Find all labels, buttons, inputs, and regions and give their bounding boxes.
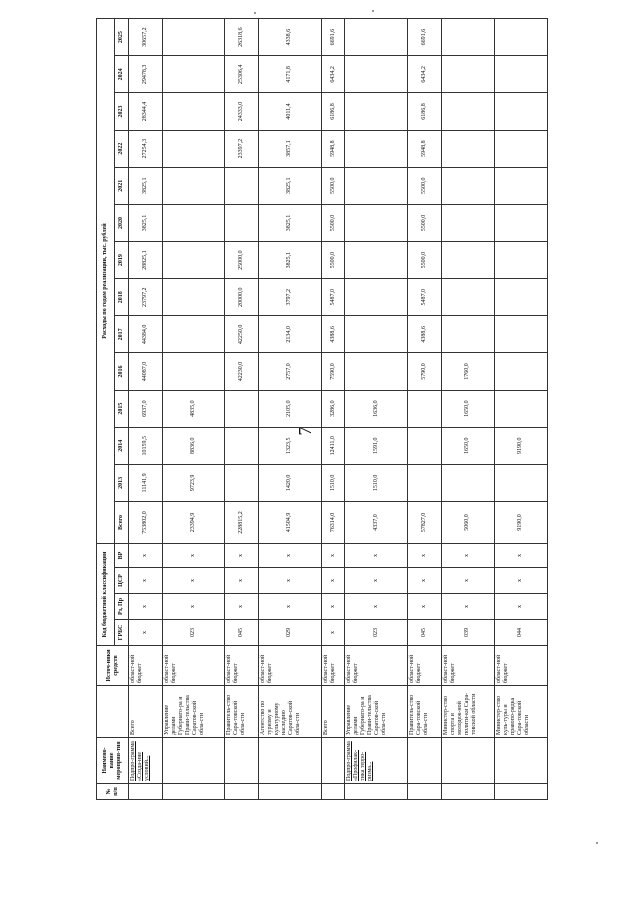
- header-year-col: 2020: [115, 204, 129, 241]
- row-year-value-cell: 5487,0: [321, 279, 345, 316]
- row-year-value-cell: [345, 353, 408, 390]
- row-year-value-cell: 12411,0: [321, 427, 345, 464]
- row-code-cell: x: [225, 543, 259, 567]
- row-code-cell: x: [258, 543, 321, 567]
- page-number: 7: [295, 426, 315, 436]
- row-year-value-cell: [494, 279, 547, 316]
- row-source-cell: област-ной бюджет: [129, 646, 163, 686]
- row-year-value-cell: 4388,6: [321, 316, 345, 353]
- row-year-value-cell: [345, 130, 408, 167]
- row-year-value-cell: 6434,2: [408, 56, 442, 93]
- row-year-value-cell: [345, 167, 408, 204]
- row-code-cell: x: [345, 594, 408, 620]
- row-year-value-cell: 2105,0: [258, 390, 321, 427]
- row-year-value-cell: 5500,0: [408, 242, 442, 279]
- row-year-value-cell: [494, 316, 547, 353]
- row-year-value-cell: 5500,0: [408, 167, 442, 204]
- row-year-value-cell: 30657,2: [129, 19, 163, 56]
- row-num-cell: [321, 784, 345, 800]
- row-code-cell: x: [408, 568, 442, 594]
- row-code-cell: 045: [225, 620, 259, 646]
- table-row: [129, 19, 163, 800]
- row-year-value-cell: [225, 427, 259, 464]
- row-year-value-cell: [162, 353, 225, 390]
- row-code-cell: x: [162, 594, 225, 620]
- row-year-value-cell: [441, 19, 494, 56]
- row-year-value-cell: 29478,3: [129, 56, 163, 93]
- row-year-value-cell: 5487,0: [408, 279, 442, 316]
- row-year-value-cell: [162, 93, 225, 130]
- row-source-cell: област-ной бюджет: [225, 646, 259, 686]
- row-year-value-cell: 6186,8: [321, 93, 345, 130]
- row-year-value-cell: 25000,0: [225, 242, 259, 279]
- row-year-value-cell: [345, 19, 408, 56]
- row-code-cell: 045: [408, 620, 442, 646]
- row-year-value-cell: [345, 279, 408, 316]
- row-year-value-cell: [345, 56, 408, 93]
- row-year-value-cell: 3857,1: [258, 130, 321, 167]
- row-year-value-cell: 4835,0: [162, 390, 225, 427]
- row-code-cell: x: [345, 543, 408, 567]
- row-year-value-cell: [162, 56, 225, 93]
- row-total-cell: 41504,9: [258, 501, 321, 543]
- row-recipient-cell: Всего: [321, 686, 345, 738]
- header-recipient: [97, 686, 129, 738]
- row-year-value-cell: 5500,0: [321, 204, 345, 241]
- row-code-cell: x: [129, 594, 163, 620]
- row-year-value-cell: 3286,0: [321, 390, 345, 427]
- row-year-value-cell: 44087,0: [129, 353, 163, 390]
- row-year-value-cell: 1420,0: [258, 464, 321, 501]
- row-year-value-cell: [345, 242, 408, 279]
- row-name-cell: [162, 738, 225, 784]
- row-year-value-cell: 26318,6: [225, 19, 259, 56]
- row-year-value-cell: [494, 19, 547, 56]
- row-year-value-cell: [494, 390, 547, 427]
- row-recipient-cell: Правитель-ство Сара-товской обла-сти: [408, 686, 442, 738]
- row-code-cell: x: [129, 568, 163, 594]
- table-row: [258, 19, 321, 800]
- row-code-cell: x: [441, 543, 494, 567]
- row-year-value-cell: 1650,0: [441, 390, 494, 427]
- row-num-cell: [258, 784, 321, 800]
- row-source-cell: област-ной бюджет: [441, 646, 494, 686]
- row-name-cell: [225, 738, 259, 784]
- row-code-cell: x: [129, 620, 163, 646]
- row-year-value-cell: 4338,6: [258, 19, 321, 56]
- row-year-value-cell: 4388,6: [408, 316, 442, 353]
- row-year-value-cell: 9190,0: [494, 427, 547, 464]
- row-code-cell: x: [321, 620, 345, 646]
- row-year-value-cell: 3797,2: [258, 279, 321, 316]
- row-year-value-cell: 1650,0: [441, 427, 494, 464]
- row-source-cell: област-ной бюджет: [494, 646, 547, 686]
- row-year-value-cell: [494, 167, 547, 204]
- row-recipient-cell: Правитель-ство Сара-товской обла-сти: [225, 686, 259, 738]
- row-recipient-cell: Всего: [129, 686, 163, 738]
- row-year-value-cell: [441, 167, 494, 204]
- row-year-value-cell: [408, 464, 442, 501]
- row-name-cell: Подпро-грамма «Профилак-тика терро-ризма...: [345, 738, 408, 784]
- row-total-cell: 9190,0: [494, 501, 547, 543]
- row-num-cell: [441, 784, 494, 800]
- row-year-value-cell: 5948,8: [321, 130, 345, 167]
- row-year-value-cell: 4171,8: [258, 56, 321, 93]
- row-source-cell: област-ной бюджет: [162, 646, 225, 686]
- row-total-cell: 4337,0: [345, 501, 408, 543]
- header-year-col: 2016: [115, 353, 129, 390]
- row-year-value-cell: 3825,1: [129, 204, 163, 241]
- header-name: Наимено-вание мероприя-тия: [97, 738, 129, 784]
- row-year-value-cell: 5790,0: [408, 353, 442, 390]
- row-year-value-cell: [441, 130, 494, 167]
- row-year-value-cell: 5500,0: [321, 167, 345, 204]
- row-name-cell: [408, 738, 442, 784]
- header-year-col: 2019: [115, 242, 129, 279]
- row-year-value-cell: [162, 167, 225, 204]
- row-code-cell: x: [162, 568, 225, 594]
- header-year-col: 2014: [115, 427, 129, 464]
- row-year-value-cell: [441, 56, 494, 93]
- row-num-cell: [225, 784, 259, 800]
- header-year-col: 2018: [115, 279, 129, 316]
- row-code-cell: x: [321, 568, 345, 594]
- row-code-cell: x: [494, 568, 547, 594]
- row-year-value-cell: 6937,0: [129, 390, 163, 427]
- scan-speck: [372, 10, 374, 12]
- row-year-value-cell: 3825,1: [129, 167, 163, 204]
- header-code-col: Рз, Пр: [115, 594, 129, 620]
- row-code-cell: 023: [345, 620, 408, 646]
- row-year-value-cell: 8836,0: [162, 427, 225, 464]
- row-year-value-cell: 3825,1: [258, 242, 321, 279]
- row-year-value-cell: [441, 279, 494, 316]
- rotated-table-container: [96, 18, 548, 800]
- row-recipient-cell: Управление делами Губернато-ра и Прави-тельства Саратов-ской обла-сти: [345, 686, 408, 738]
- row-year-value-cell: [441, 316, 494, 353]
- row-total-cell: 76314,0: [321, 501, 345, 543]
- row-year-value-cell: 1323,5: [258, 427, 321, 464]
- row-year-value-cell: [162, 316, 225, 353]
- row-year-value-cell: [162, 242, 225, 279]
- table-row: [225, 19, 259, 800]
- row-year-value-cell: 28825,1: [129, 242, 163, 279]
- row-year-value-cell: [345, 204, 408, 241]
- header-source: Источ-ники средств: [97, 646, 129, 686]
- row-year-value-cell: 20000,0: [225, 279, 259, 316]
- row-year-value-cell: [162, 279, 225, 316]
- row-year-value-cell: [494, 464, 547, 501]
- header-year-col: 2023: [115, 93, 129, 130]
- row-num-cell: [162, 784, 225, 800]
- row-code-cell: x: [345, 568, 408, 594]
- row-year-value-cell: [408, 390, 442, 427]
- row-source-cell: област-ной бюджет: [321, 646, 345, 686]
- row-year-value-cell: 4011,4: [258, 93, 321, 130]
- table-row: [441, 19, 494, 800]
- header-year-col: 2021: [115, 167, 129, 204]
- row-code-cell: x: [129, 543, 163, 567]
- header-total-col: Всего: [115, 501, 129, 543]
- table-row: [494, 19, 547, 800]
- row-code-cell: x: [225, 568, 259, 594]
- scan-speck: [596, 842, 598, 844]
- row-year-value-cell: [225, 390, 259, 427]
- row-year-value-cell: 27254,3: [129, 130, 163, 167]
- row-year-value-cell: 5500,0: [321, 242, 345, 279]
- row-code-cell: 039: [441, 620, 494, 646]
- row-code-cell: x: [441, 568, 494, 594]
- row-name-cell: [258, 738, 321, 784]
- header-expenses: Расходы по годам реализации, тыс. рублей: [97, 19, 115, 544]
- table-frame: [96, 18, 548, 800]
- row-year-value-cell: [162, 204, 225, 241]
- row-year-value-cell: 23797,2: [129, 279, 163, 316]
- header-budget-code: Код бюджетной классификации: [97, 543, 115, 645]
- row-year-value-cell: 23397,2: [225, 130, 259, 167]
- row-year-value-cell: 42250,0: [225, 316, 259, 353]
- row-code-cell: x: [321, 543, 345, 567]
- row-year-value-cell: [441, 204, 494, 241]
- row-year-value-cell: 1510,0: [345, 464, 408, 501]
- row-code-cell: 044: [494, 620, 547, 646]
- header-code-col: ВР: [115, 543, 129, 567]
- row-year-value-cell: 5948,8: [408, 130, 442, 167]
- table-row: [321, 19, 345, 800]
- row-total-cell: 228815,2: [225, 501, 259, 543]
- row-recipient-cell: Министер-ство спорта и молодеж-ной полити-ки Сара-товской области: [441, 686, 494, 738]
- row-year-value-cell: [162, 19, 225, 56]
- row-year-value-cell: [225, 167, 259, 204]
- row-num-cell: [129, 784, 163, 800]
- row-name-cell: [494, 738, 547, 784]
- row-code-cell: x: [408, 594, 442, 620]
- row-year-value-cell: 1760,0: [441, 353, 494, 390]
- row-code-cell: x: [321, 594, 345, 620]
- row-year-value-cell: 1591,0: [345, 427, 408, 464]
- row-year-value-cell: 10159,5: [129, 427, 163, 464]
- row-year-value-cell: [494, 242, 547, 279]
- row-year-value-cell: 3825,1: [258, 204, 321, 241]
- row-year-value-cell: [225, 204, 259, 241]
- header-code-col: ГРБС: [115, 620, 129, 646]
- row-recipient-cell: Министер-ство куль-туры и правопо-рядка Сара-товской области: [494, 686, 547, 738]
- row-num-cell: [494, 784, 547, 800]
- row-name-cell: Подпро-грамма «Созда-ние условий...: [129, 738, 163, 784]
- row-year-value-cell: 2134,0: [258, 316, 321, 353]
- row-code-cell: x: [258, 568, 321, 594]
- row-year-value-cell: 42230,0: [225, 353, 259, 390]
- row-year-value-cell: [225, 464, 259, 501]
- row-year-value-cell: 44384,0: [129, 316, 163, 353]
- row-code-cell: x: [225, 594, 259, 620]
- row-code-cell: x: [258, 594, 321, 620]
- row-year-value-cell: [408, 427, 442, 464]
- header-year-col: 2025: [115, 19, 129, 56]
- scan-speck: [254, 12, 256, 14]
- row-source-cell: област-ной бюджет: [408, 646, 442, 686]
- row-year-value-cell: 5500,0: [408, 204, 442, 241]
- row-total-cell: 753802,0: [129, 501, 163, 543]
- row-year-value-cell: 6691,6: [321, 19, 345, 56]
- row-name-cell: [321, 738, 345, 784]
- row-year-value-cell: 3825,1: [258, 167, 321, 204]
- header-year-col: 2017: [115, 316, 129, 353]
- row-total-cell: 23394,9: [162, 501, 225, 543]
- row-code-cell: 029: [258, 620, 321, 646]
- header-year-col: 2022: [115, 130, 129, 167]
- row-year-value-cell: 28344,4: [129, 93, 163, 130]
- row-year-value-cell: 2757,0: [258, 353, 321, 390]
- row-year-value-cell: [441, 464, 494, 501]
- row-code-cell: x: [162, 543, 225, 567]
- row-name-cell: [441, 738, 494, 784]
- row-year-value-cell: 9723,9: [162, 464, 225, 501]
- row-year-value-cell: 1510,0: [321, 464, 345, 501]
- row-year-value-cell: [494, 93, 547, 130]
- row-year-value-cell: 24333,0: [225, 93, 259, 130]
- row-year-value-cell: 11141,9: [129, 464, 163, 501]
- row-year-value-cell: [494, 353, 547, 390]
- header-num: № п/п: [97, 784, 129, 800]
- header-year-col: 2013: [115, 464, 129, 501]
- row-year-value-cell: [494, 204, 547, 241]
- row-code-cell: 023: [162, 620, 225, 646]
- row-year-value-cell: [345, 316, 408, 353]
- row-year-value-cell: 6434,2: [321, 56, 345, 93]
- header-code-col: ЦСР: [115, 568, 129, 594]
- row-year-value-cell: 6691,6: [408, 19, 442, 56]
- row-code-cell: x: [408, 543, 442, 567]
- row-total-cell: 5060,0: [441, 501, 494, 543]
- table-row: [408, 19, 442, 800]
- row-recipient-cell: Агентство по туризму и культурному наследию Саратов-ской обла-сти: [258, 686, 321, 738]
- table-row: [162, 19, 225, 800]
- row-year-value-cell: 6186,8: [408, 93, 442, 130]
- row-num-cell: [408, 784, 442, 800]
- row-code-cell: x: [494, 543, 547, 567]
- row-year-value-cell: 7590,0: [321, 353, 345, 390]
- row-year-value-cell: [441, 93, 494, 130]
- header-year-col: 2024: [115, 56, 129, 93]
- row-year-value-cell: [494, 56, 547, 93]
- row-code-cell: x: [494, 594, 547, 620]
- row-year-value-cell: [345, 93, 408, 130]
- row-code-cell: x: [441, 594, 494, 620]
- row-total-cell: 57827,0: [408, 501, 442, 543]
- row-num-cell: [345, 784, 408, 800]
- row-source-cell: област-ной бюджет: [345, 646, 408, 686]
- row-year-value-cell: 1636,0: [345, 390, 408, 427]
- table-row: [345, 19, 408, 800]
- row-recipient-cell: Управление делами Губернато-ра и Прави-тельства Саратов-ской обла-сти: [162, 686, 225, 738]
- header-year-col: 2015: [115, 390, 129, 427]
- row-year-value-cell: [162, 130, 225, 167]
- row-year-value-cell: [494, 130, 547, 167]
- expenses-table: [96, 18, 548, 800]
- row-year-value-cell: 25306,4: [225, 56, 259, 93]
- row-year-value-cell: [441, 242, 494, 279]
- row-source-cell: област-ной бюджет: [258, 646, 321, 686]
